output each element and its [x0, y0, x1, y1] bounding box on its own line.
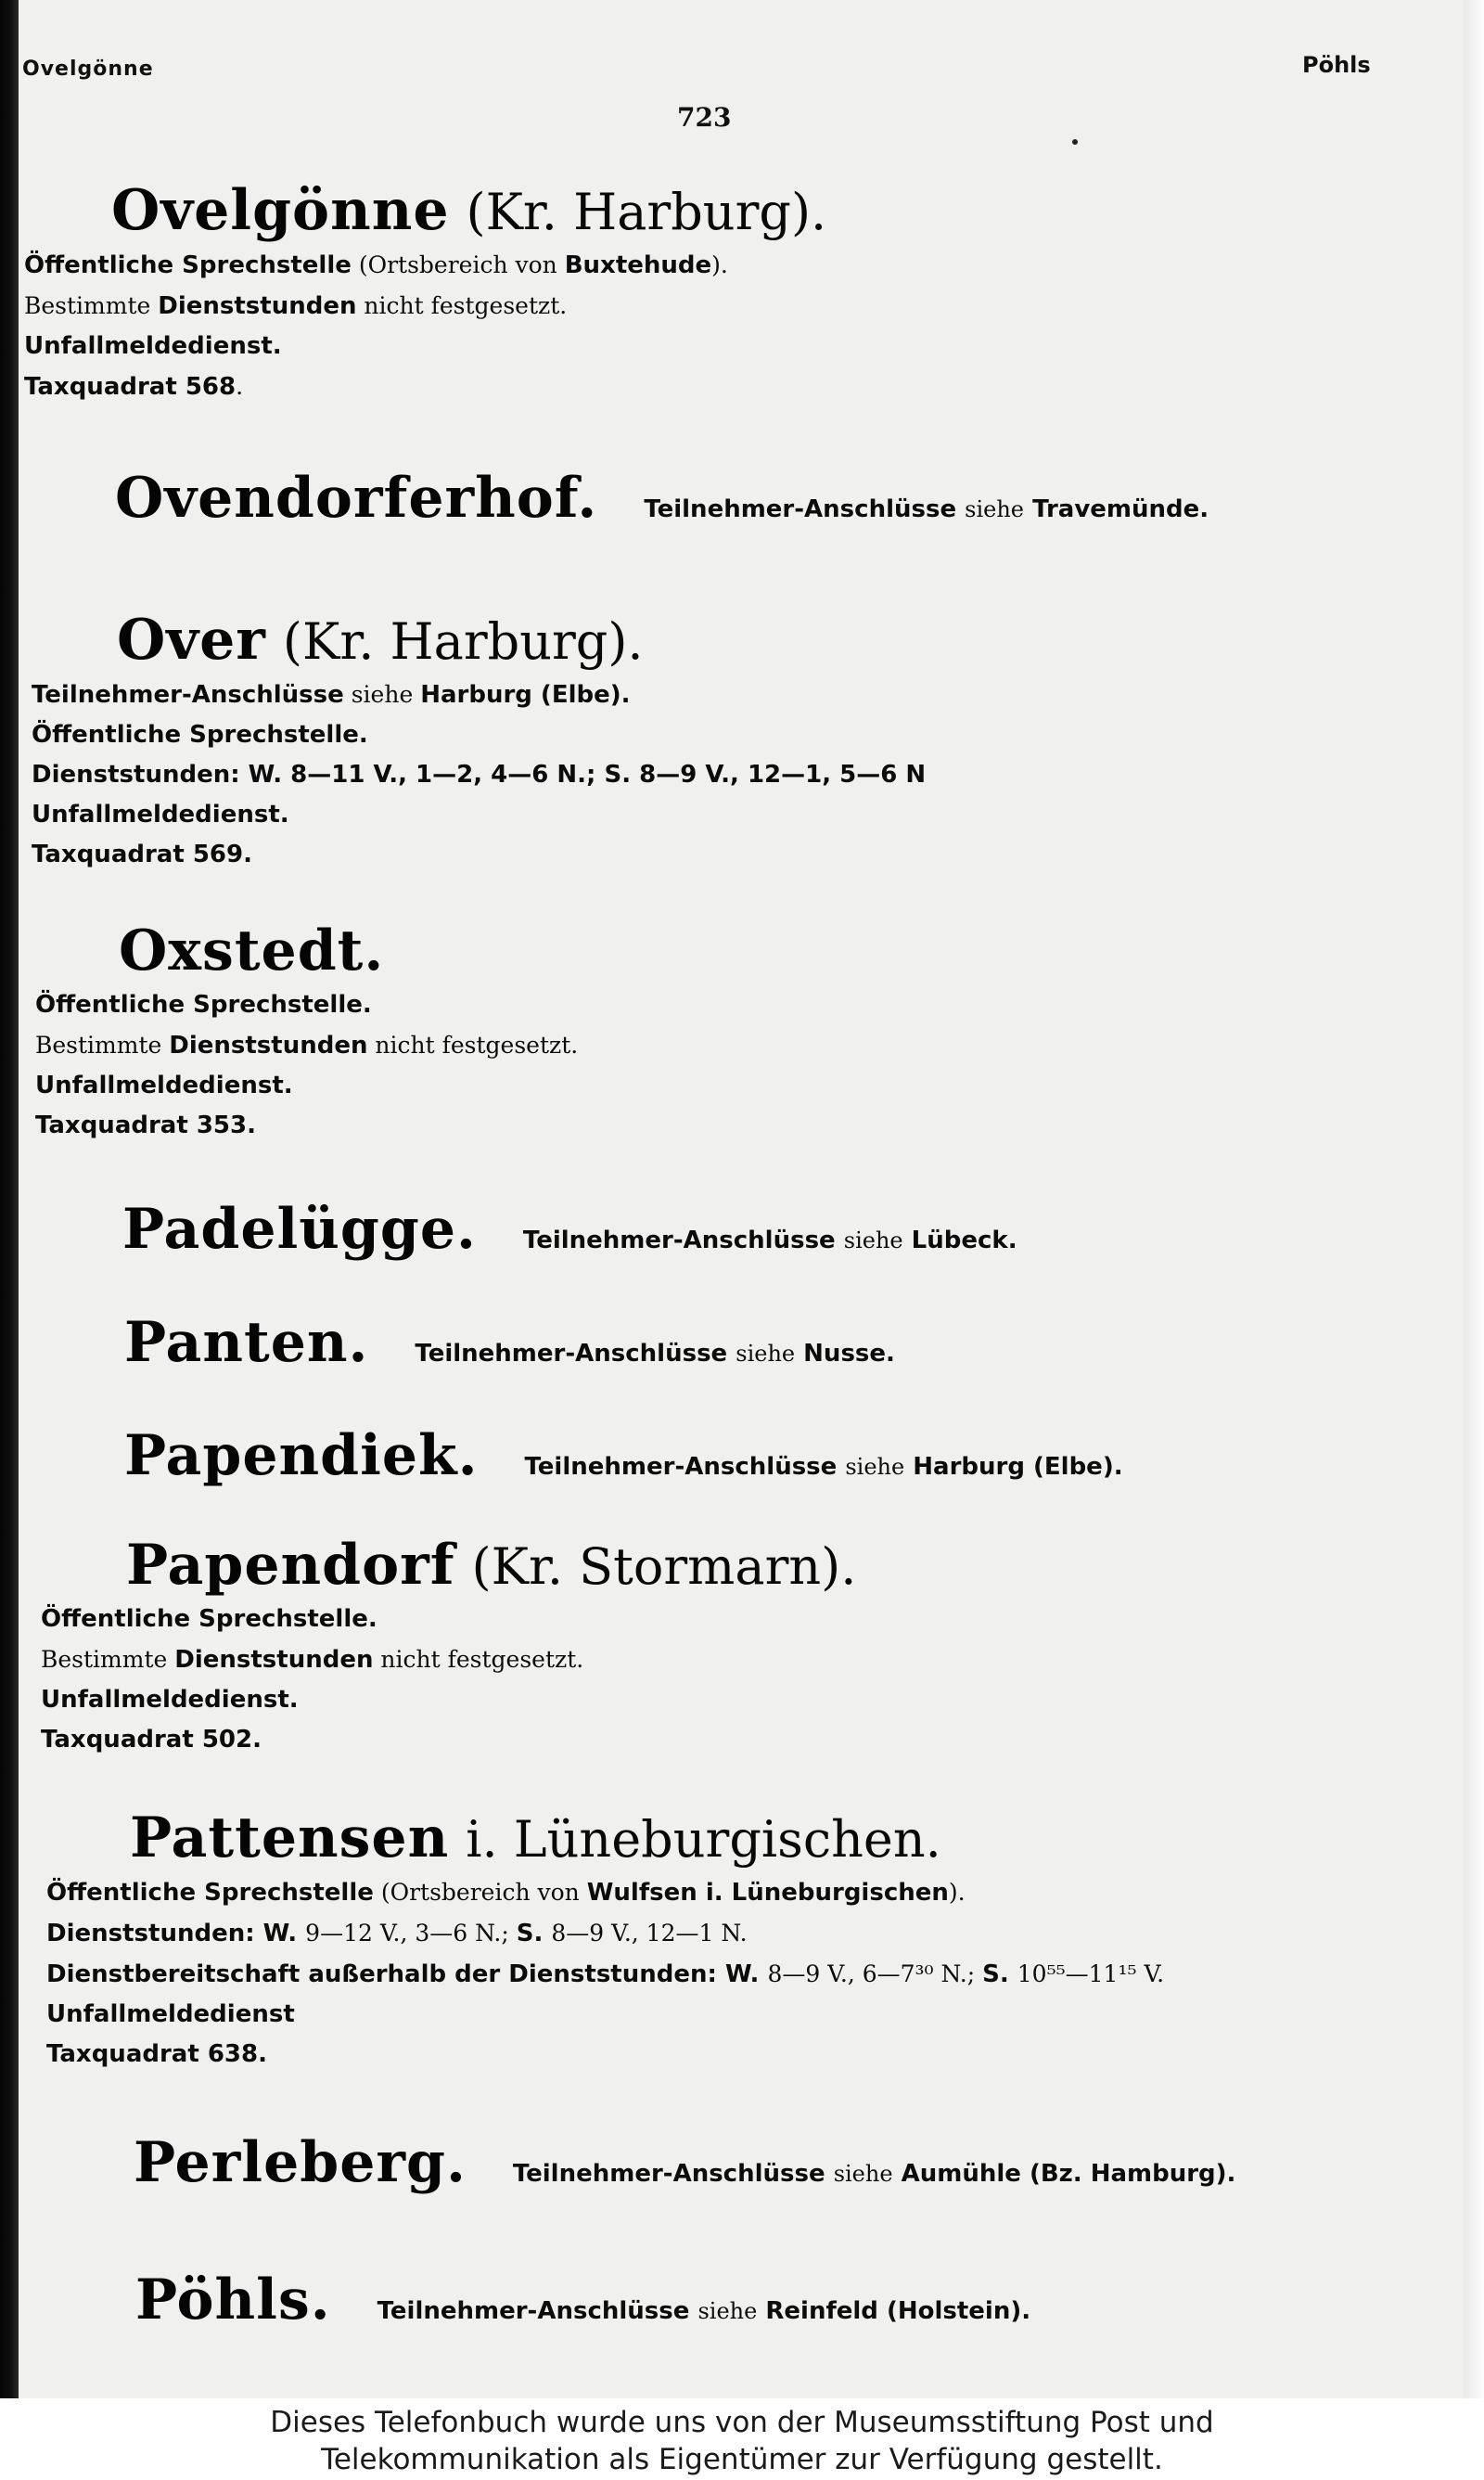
footer-line-1: Dieses Telefonbuch wurde uns von der Museumsstiftung Post und [270, 2406, 1214, 2439]
entry-heading [126, 1533, 1484, 1598]
entry-heading [130, 1805, 1484, 1870]
entry-line: Unfallmeldedienst. [35, 1072, 293, 1099]
place-name: Pattensen [130, 1805, 450, 1870]
running-head-left: Ovelgönne [22, 58, 154, 81]
page-number: 723 [677, 102, 732, 133]
place-qualifier: (Kr. Harburg). [282, 612, 644, 671]
entry-line: Bestimmte Dienststunden nicht festgesetzt. [24, 292, 568, 320]
place-name: Oxstedt. [119, 919, 385, 983]
place-name: Perleberg. [134, 2130, 467, 2195]
entry-over [0, 608, 1484, 875]
entry-heading [124, 1310, 1484, 1375]
entry-heading [124, 1423, 1484, 1488]
entry-line: Taxquadrat 568. [24, 373, 244, 401]
cross-reference: Teilnehmer-Anschlüsse siehe Harburg (Elbe). [524, 1453, 1123, 1481]
entry-padeluegge [0, 1197, 1484, 1262]
place-name: Ovelgönne [111, 178, 450, 243]
entry-line: Öffentliche Sprechstelle (Ortsbereich von Buxtehude). [24, 251, 728, 279]
place-name: Ovendorferhof. [115, 466, 598, 531]
entry-line: Dienststunden: W. 9—12 V., 3—6 N.; S. 8—9 V., 12—1 N. [46, 1920, 748, 1947]
entry-line: Unfallmeldedienst. [24, 332, 282, 360]
scan-speck [1072, 139, 1078, 145]
entry-ovendorferhof [0, 466, 1484, 531]
entry-heading [135, 2268, 1484, 2332]
entry-line: Bestimmte Dienststunden nicht festgesetzt. [41, 1646, 584, 1674]
provenance-footer [0, 2398, 1484, 2480]
entry-line: Unfallmeldedienst. [32, 801, 289, 829]
place-name: Over [117, 608, 266, 673]
entry-line: Öffentliche Sprechstelle. [32, 721, 368, 749]
entry-line: Öffentliche Sprechstelle. [41, 1605, 377, 1633]
entry-line: Taxquadrat 502. [41, 1726, 262, 1754]
cross-reference: Teilnehmer-Anschlüsse siehe Nusse. [415, 1340, 895, 1368]
entry-pattensen [0, 1805, 1484, 2075]
entry-line: Bestimmte Dienststunden nicht festgesetzt. [35, 1032, 579, 1060]
entry-perleberg [0, 2130, 1484, 2195]
entry-line: Taxquadrat 638. [46, 2040, 267, 2068]
entry-oxstedt [0, 919, 1484, 1146]
entry-line: Dienstbereitschaft außerhalb der Dienststunden: W. 8—9 V., 6—7³⁰ N.; S. 10⁵⁵—11¹⁵ V. [46, 1960, 1165, 1988]
entry-heading [111, 178, 1484, 243]
place-name: Padelügge. [122, 1197, 477, 1262]
entry-papendorf [0, 1533, 1484, 1760]
entry-line: Unfallmeldedienst. [41, 1686, 299, 1714]
entry-line: Taxquadrat 569. [32, 841, 252, 868]
cross-reference: Teilnehmer-Anschlüsse siehe Aumühle (Bz. Hamburg). [512, 2160, 1236, 2188]
entry-line: Öffentliche Sprechstelle (Ortsbereich von Wulfsen i. Lüneburgischen). [46, 1879, 966, 1907]
footer-line-2: Telekommunikation als Eigentümer zur Verfügung gestellt. [321, 2443, 1163, 2476]
entry-ovelgoenne [0, 178, 1484, 407]
place-qualifier: (Kr. Harburg). [466, 183, 827, 241]
place-name: Panten. [124, 1310, 369, 1375]
entry-poehls [0, 2268, 1484, 2332]
entry-heading [115, 466, 1484, 531]
place-name: Papendiek. [124, 1423, 479, 1488]
place-qualifier: i. Lüneburgischen. [466, 1810, 941, 1869]
cross-reference: Teilnehmer-Anschlüsse siehe Reinfeld (Holstein). [377, 2297, 1031, 2325]
entry-heading [119, 919, 1484, 983]
entry-line: Unfallmeldedienst [46, 2000, 295, 2028]
entry-papendiek [0, 1423, 1484, 1488]
entry-heading [117, 608, 1484, 673]
entry-panten [0, 1310, 1484, 1375]
entry-line: Öffentliche Sprechstelle. [35, 991, 372, 1019]
cross-reference: Teilnehmer-Anschlüsse siehe Lübeck. [522, 1227, 1017, 1254]
place-qualifier: (Kr. Stormarn). [471, 1537, 857, 1596]
cross-reference: Teilnehmer-Anschlüsse siehe Travemünde. [644, 495, 1209, 523]
entry-heading [122, 1197, 1484, 1262]
running-head-right: Pöhls [1302, 52, 1371, 78]
entry-heading [134, 2130, 1484, 2195]
entry-line: Taxquadrat 353. [35, 1112, 256, 1139]
place-name: Papendorf [126, 1533, 455, 1598]
place-name: Pöhls. [135, 2268, 331, 2332]
entry-line: Dienststunden: W. 8—11 V., 1—2, 4—6 N.; S. 8—9 V., 12—1, 5—6 N [32, 761, 927, 789]
entry-line: Teilnehmer-Anschlüsse siehe Harburg (Elbe). [32, 681, 631, 709]
